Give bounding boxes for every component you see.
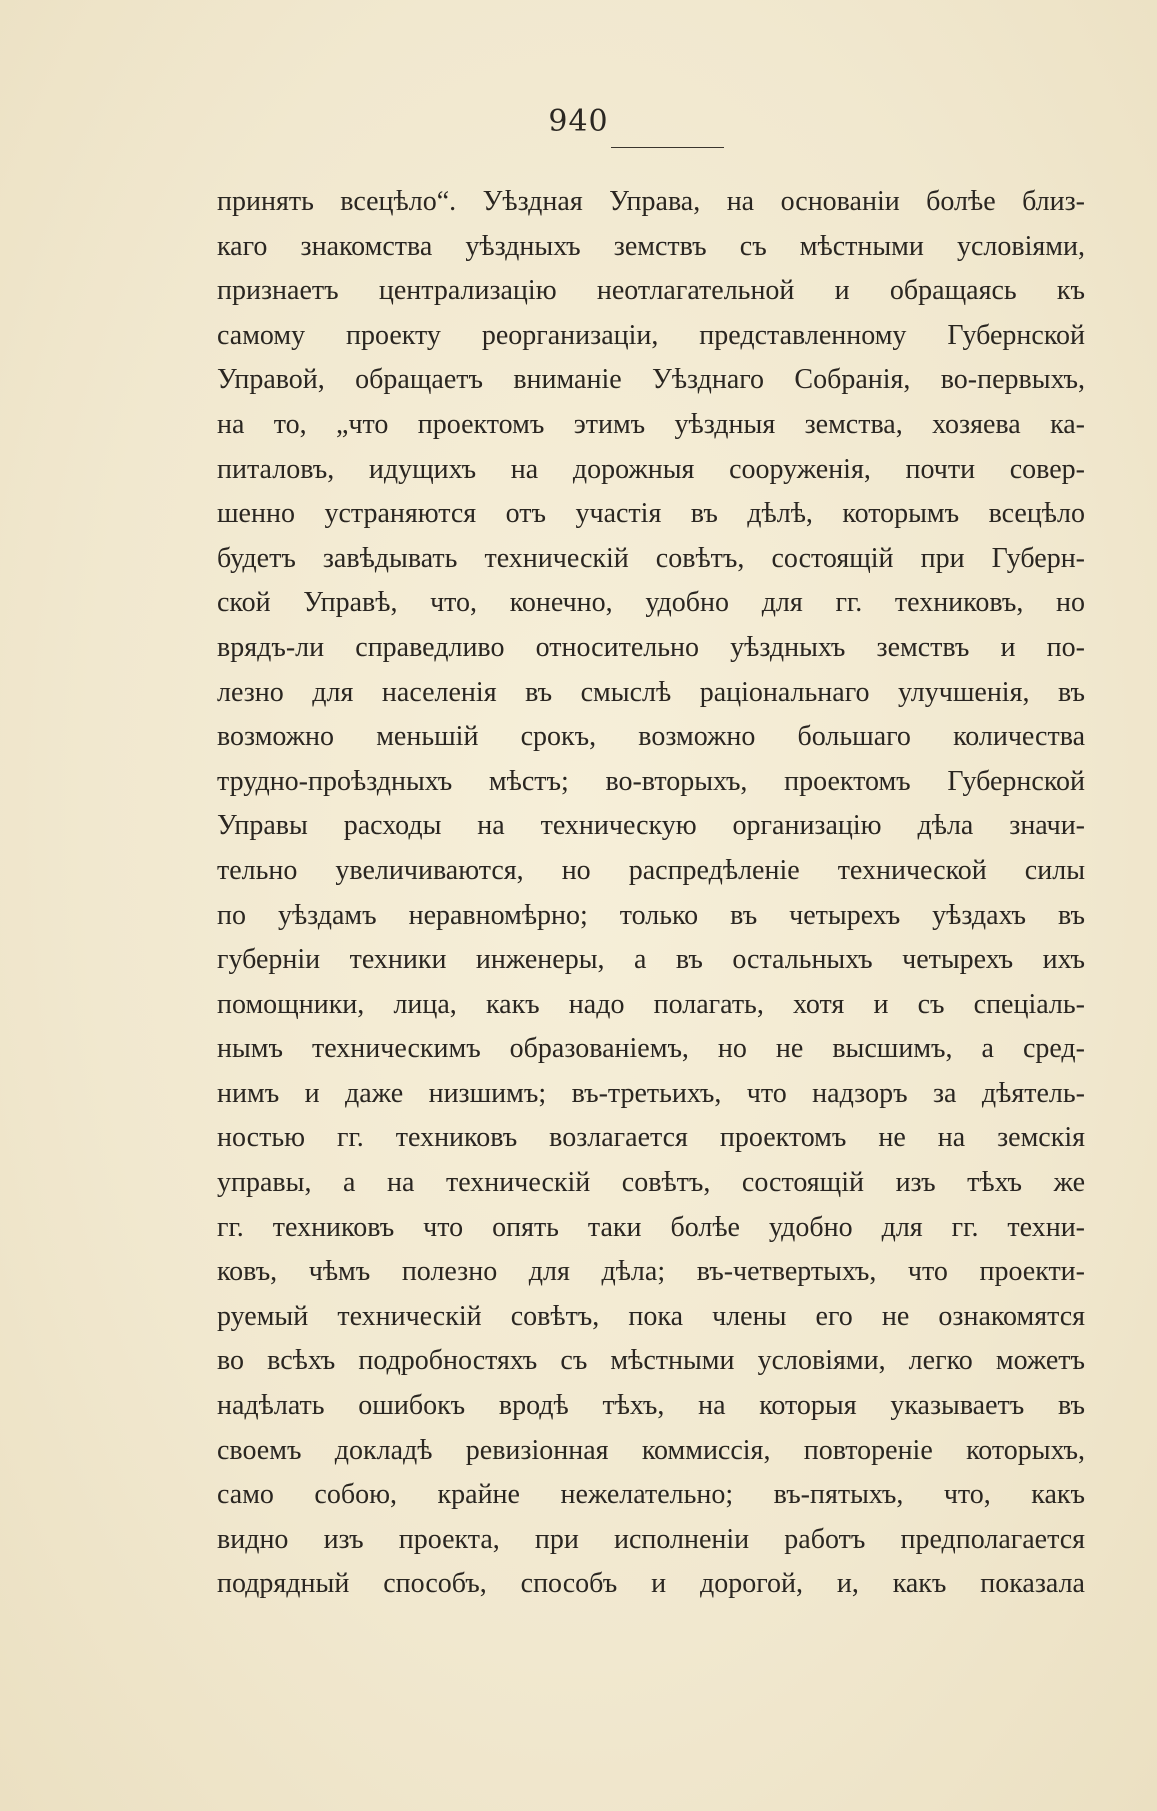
text-line: признаетъ централизацію неотлагательной и обращаясь къ — [217, 275, 1085, 307]
body-text — [217, 180, 1085, 1607]
text-line: Управы расходы на техническую организацію дѣла значи- — [217, 810, 1085, 842]
text-line: принять всецѣло“. Уѣздная Управа, на основаніи болѣе близ- — [217, 186, 1085, 217]
text-line: самому проекту реорганизаціи, представленному Губернской — [217, 319, 1085, 351]
text-line: видно изъ проекта, при исполненіи работъ предполагается — [217, 1523, 1085, 1555]
page-number-rule — [611, 147, 724, 148]
text-line: на то, „что проектомъ этимъ уѣздныя земства, хозяева ка- — [217, 408, 1085, 440]
text-line: подрядный способъ, способъ и дорогой, и, какъ показала — [217, 1568, 1085, 1600]
text-line: губерніи техники инженеры, а въ остальныхъ четырехъ ихъ — [217, 944, 1085, 976]
text-line: помощники, лица, какъ надо полагать, хотя и съ спеціаль- — [217, 988, 1085, 1020]
text-line: нимъ и даже низшимъ; въ-третьихъ, что надзоръ за дѣятель- — [217, 1077, 1085, 1109]
text-line: будетъ завѣдывать техническій совѣтъ, состоящій при Губерн- — [217, 542, 1085, 574]
text-line: само собою, крайне нежелательно; въ-пятыхъ, что, какъ — [217, 1479, 1085, 1511]
text-line: ковъ, чѣмъ полезно для дѣла; въ-четвертыхъ, что проекти- — [217, 1256, 1085, 1288]
text-line: управы, а на техническій совѣтъ, состоящій изъ тѣхъ же — [217, 1167, 1085, 1199]
text-line: гг. техниковъ что опять таки болѣе удобно для гг. техни- — [217, 1211, 1085, 1243]
text-line: по уѣздамъ неравномѣрно; только въ четырехъ уѣздахъ въ — [217, 899, 1085, 931]
text-line: ностью гг. техниковъ возлагается проектомъ не на земскія — [217, 1122, 1085, 1154]
text-line: надѣлать ошибокъ вродѣ тѣхъ, на которыя указываетъ въ — [217, 1390, 1085, 1422]
text-line: лезно для населенія въ смыслѣ раціональнаго улучшенія, въ — [217, 676, 1085, 708]
text-line: возможно меньшій срокъ, возможно большаго количества — [217, 721, 1085, 753]
page-number: 940 — [548, 104, 609, 139]
text-line: трудно-проѣздныхъ мѣстъ; во-вторыхъ, проектомъ Губернской — [217, 765, 1085, 797]
text-line: питаловъ, идущихъ на дорожныя сооруженія, почти совер- — [217, 453, 1085, 485]
text-line: ской Управѣ, что, конечно, удобно для гг. техниковъ, но — [217, 587, 1085, 619]
text-line: врядъ-ли справедливо относительно уѣздныхъ земствъ и по- — [217, 631, 1085, 663]
text-line: шенно устраняются отъ участія въ дѣлѣ, которымъ всецѣло — [217, 498, 1085, 530]
text-line: каго знакомства уѣздныхъ земствъ съ мѣстными условіями, — [217, 230, 1085, 262]
text-line: во всѣхъ подробностяхъ съ мѣстными условіями, легко можетъ — [217, 1345, 1085, 1377]
text-line: своемъ докладѣ ревизіонная коммиссія, повтореніе которыхъ, — [217, 1434, 1085, 1466]
text-line: руемый техническій совѣтъ, пока члены его не ознакомятся — [217, 1300, 1085, 1332]
text-line: тельно увеличиваются, но распредѣленіе технической силы — [217, 854, 1085, 886]
text-line: Управой, обращаетъ вниманіе Уѣзднаго Собранія, во-первыхъ, — [217, 364, 1085, 396]
text-line: нымъ техническимъ образованіемъ, но не высшимъ, а сред- — [217, 1033, 1085, 1065]
